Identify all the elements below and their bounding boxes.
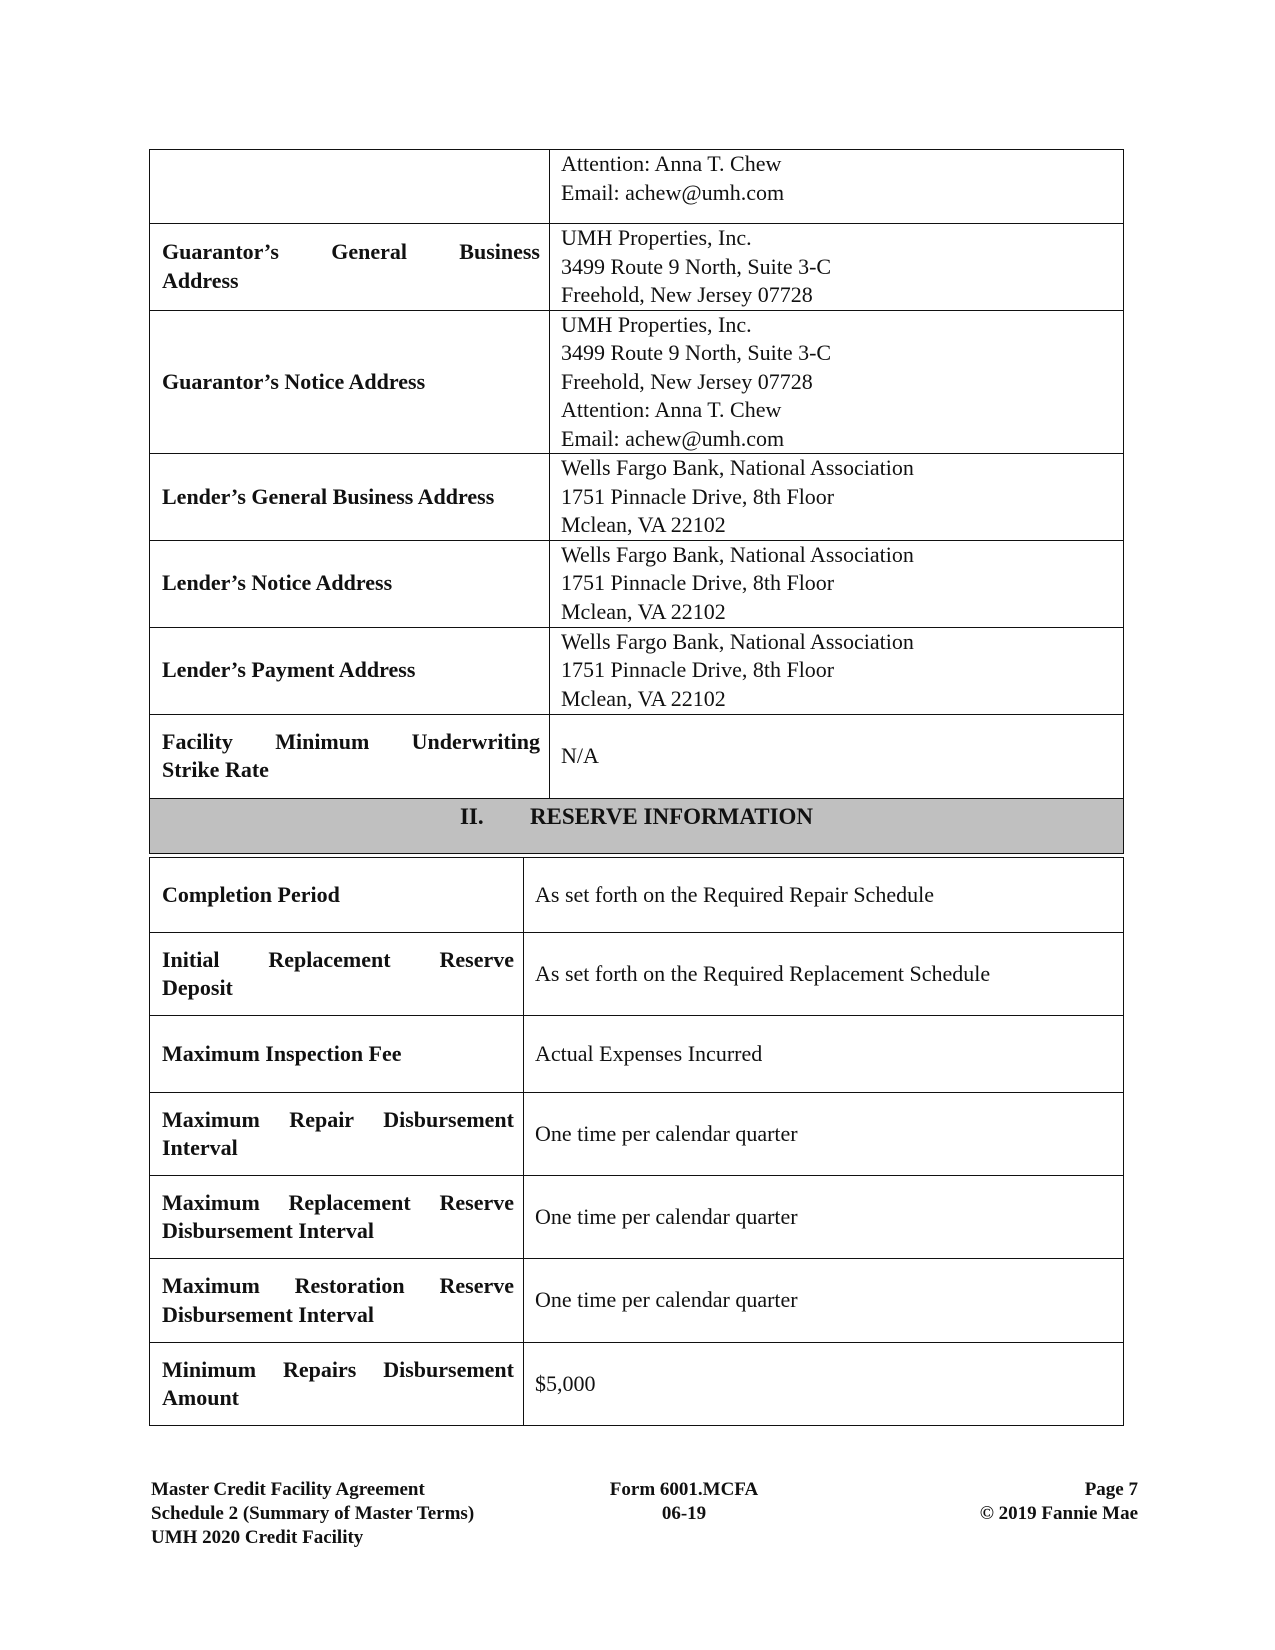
row-label — [150, 150, 550, 224]
row-value — [550, 310, 1124, 454]
row-value — [550, 224, 1124, 311]
value-line: 3499 Route 9 North, Suite 3-C — [561, 253, 832, 279]
label-line: Lender’s General Business Address — [162, 483, 495, 509]
label-line: Amount — [162, 1385, 240, 1410]
row-label — [150, 933, 524, 1016]
value-line: UMH Properties, Inc. — [561, 225, 752, 250]
label-line: Guarantor’s General Business — [162, 239, 540, 265]
row-label — [150, 310, 550, 454]
row-label — [150, 1343, 524, 1426]
reserve-information-table — [149, 857, 1124, 1426]
table-row — [150, 1176, 1124, 1259]
label-line: Address — [162, 267, 239, 293]
table-row — [150, 454, 1124, 541]
table-row — [150, 310, 1124, 454]
table-row — [150, 714, 1124, 798]
value-line: Email: achew@umh.com — [561, 179, 785, 205]
label-line: Guarantor’s Notice Address — [162, 368, 426, 394]
row-value — [524, 858, 1124, 933]
value-line: Freehold, New Jersey 07728 — [561, 368, 813, 394]
row-label — [150, 714, 550, 798]
row-value — [524, 1093, 1124, 1176]
label-line: Disbursement Interval — [162, 1218, 375, 1243]
value-line: As set forth on the Required Replacement Schedule — [535, 960, 991, 986]
table-row — [150, 224, 1124, 311]
label-line: Deposit — [162, 975, 233, 1000]
value-line: Attention: Anna T. Chew — [561, 151, 782, 176]
row-label — [150, 1016, 524, 1093]
row-value — [550, 714, 1124, 798]
value-line: As set forth on the Required Repair Schedule — [535, 881, 934, 907]
footer-document-info — [151, 1478, 474, 1550]
footer-line: Form 6001.MCFA — [609, 1479, 759, 1500]
row-label — [150, 540, 550, 627]
row-label — [150, 627, 550, 714]
value-line: 1751 Pinnacle Drive, 8th Floor — [561, 570, 835, 595]
value-line: 1751 Pinnacle Drive, 8th Floor — [561, 483, 835, 509]
label-line: Maximum Replacement Reserve — [162, 1189, 514, 1215]
label-line: Lender’s Payment Address — [162, 657, 416, 683]
label-line: Interval — [162, 1135, 238, 1160]
footer-line: Master Credit Facility Agreement — [151, 1479, 425, 1500]
row-value — [550, 540, 1124, 627]
value-line: Email: achew@umh.com — [561, 425, 785, 451]
copyright: © 2019 Fannie Mae — [979, 1503, 1138, 1524]
footer-line: UMH 2020 Credit Facility — [151, 1527, 364, 1548]
value-line: 3499 Route 9 North, Suite 3-C — [561, 340, 832, 365]
row-value — [550, 454, 1124, 541]
row-label — [150, 1093, 524, 1176]
label-line: Completion Period — [162, 881, 340, 907]
label-line: Strike Rate — [162, 757, 269, 782]
value-line: Actual Expenses Incurred — [535, 1040, 763, 1066]
table-row — [150, 150, 1124, 224]
value-line: Wells Fargo Bank, National Association — [561, 541, 914, 567]
row-label — [150, 1176, 524, 1259]
footer-line: Schedule 2 (Summary of Master Terms) — [151, 1503, 475, 1524]
value-line: $5,000 — [535, 1370, 596, 1396]
row-value — [550, 150, 1124, 224]
value-line: One time per calendar quarter — [535, 1120, 798, 1146]
label-line: Minimum Repairs Disbursement — [162, 1356, 514, 1382]
value-line: Attention: Anna T. Chew — [561, 397, 782, 422]
table-row — [150, 540, 1124, 627]
value-line: One time per calendar quarter — [535, 1203, 798, 1229]
row-value — [524, 1016, 1124, 1093]
row-label — [150, 1259, 524, 1343]
label-line: Initial Replacement Reserve — [162, 946, 514, 972]
table-row — [150, 1093, 1124, 1176]
table-row — [150, 1259, 1124, 1343]
section-title: RESERVE INFORMATION — [529, 803, 814, 829]
row-label — [150, 454, 550, 541]
value-line: Wells Fargo Bank, National Association — [561, 455, 914, 480]
label-line: Maximum Inspection Fee — [162, 1040, 402, 1066]
value-line: Wells Fargo Bank, National Association — [561, 628, 914, 654]
row-label — [150, 224, 550, 311]
value-line: Mclean, VA 22102 — [561, 685, 726, 711]
label-line: Maximum Restoration Reserve — [162, 1273, 514, 1298]
row-value — [550, 627, 1124, 714]
row-value — [524, 1259, 1124, 1343]
table-row — [150, 1016, 1124, 1093]
footer-form-number — [604, 1478, 764, 1526]
label-line: Maximum Repair Disbursement — [162, 1106, 514, 1132]
page-number: Page 7 — [1084, 1479, 1138, 1500]
row-label — [150, 858, 524, 933]
row-value — [524, 1176, 1124, 1259]
table-row — [150, 933, 1124, 1016]
table-row — [150, 1343, 1124, 1426]
label-line: Disbursement Interval — [162, 1301, 375, 1327]
label-line: Lender’s Notice Address — [162, 570, 393, 596]
value-line: Mclean, VA 22102 — [561, 512, 726, 537]
value-line: Freehold, New Jersey 07728 — [561, 282, 813, 307]
table-row — [150, 858, 1124, 933]
value-line: 1751 Pinnacle Drive, 8th Floor — [561, 657, 835, 682]
label-line: Facility Minimum Underwriting — [162, 728, 540, 754]
value-line: UMH Properties, Inc. — [561, 311, 752, 337]
value-line: Mclean, VA 22102 — [561, 598, 726, 624]
address-table — [149, 149, 1124, 854]
value-line: One time per calendar quarter — [535, 1287, 798, 1313]
footer-line: 06-19 — [661, 1503, 707, 1524]
section-heading — [150, 798, 1124, 853]
table-row — [150, 627, 1124, 714]
section-number: II. — [459, 803, 484, 829]
row-value — [524, 1343, 1124, 1426]
section-header-row — [150, 798, 1124, 853]
value-line: N/A — [561, 742, 599, 768]
footer-page-info — [900, 1478, 1138, 1526]
row-value — [524, 933, 1124, 1016]
